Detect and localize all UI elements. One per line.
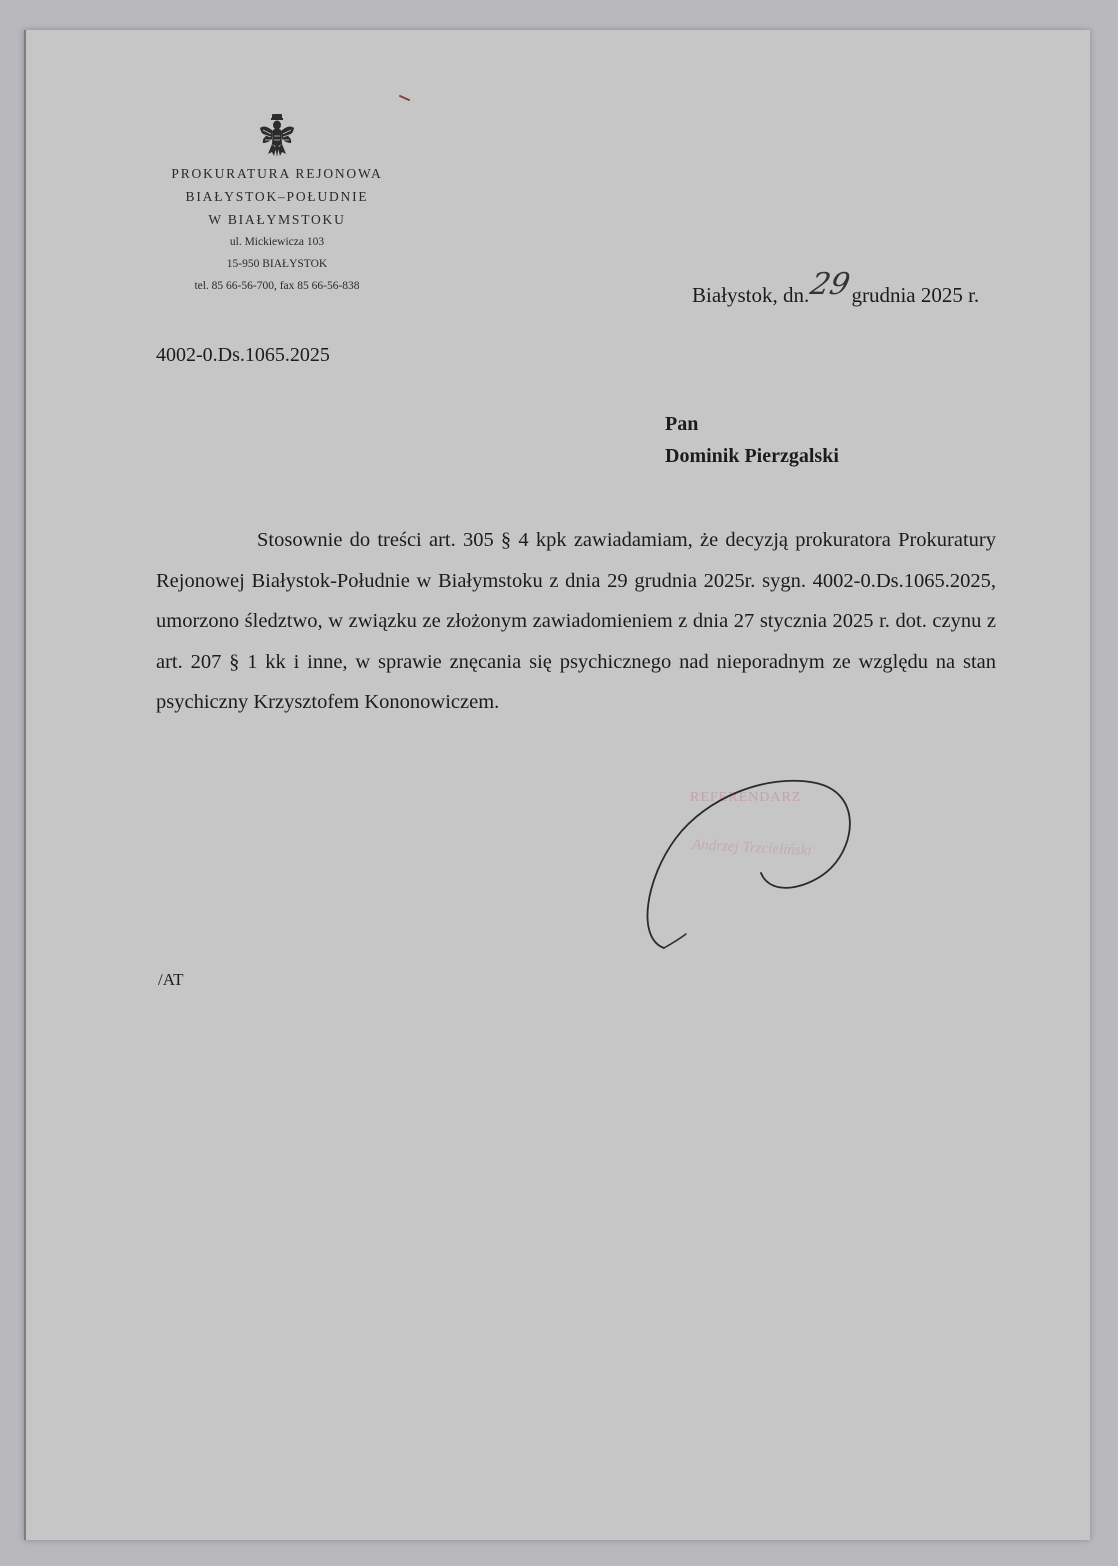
letterhead bbox=[146, 112, 408, 297]
letterhead-phone: tel. 85 66-56-700, fax 85 66-56-838 bbox=[194, 280, 360, 292]
date-prefix: Białystok, dn. bbox=[692, 283, 810, 307]
addressee-title: Pan bbox=[665, 413, 699, 435]
date-suffix: grudnia 2025 r. bbox=[851, 283, 980, 307]
case-reference: 4002-0.Ds.1065.2025 bbox=[156, 344, 330, 366]
date-line bbox=[692, 267, 980, 310]
letterhead-street: ul. Mickiewicza 103 bbox=[229, 236, 325, 248]
stamp-title: REFERENDARZ bbox=[690, 790, 802, 805]
letterhead-postal: 15-950 BIAŁYSTOK bbox=[226, 258, 328, 270]
author-initials: /AT bbox=[158, 970, 184, 989]
letterhead-office-name: PROKURATURA REJONOWA bbox=[171, 166, 383, 181]
date-day-handwritten: 29 bbox=[807, 267, 854, 302]
document-page bbox=[24, 30, 1090, 1540]
addressee-name: Dominik Pierzgalski bbox=[665, 445, 839, 467]
ink-mark bbox=[398, 94, 412, 102]
letter-body: Stosownie do treści art. 305 § 4 kpk zawiadamiam, że decyzją prokuratora Prokuratury Rejonowej Białystok-Południe w Białymstoku z dnia 29 grudnia 2025r. sygn. 4002-0.Ds.1065.2025, umorzono śledztwo, w związku ze złożonym zawiadomieniem z dnia 27 stycznia 2025 r. dot. czynu z art. 207 § 1 kk i inne, w sprawie znęcania się psychicznego nad nieporadnym ze względu na stan psychiczny Krzysztofem Kononowiczem. bbox=[156, 529, 996, 713]
stamp-name: Andrzej Trzcieliński bbox=[691, 836, 812, 860]
letterhead-city: W BIAŁYMSTOKU bbox=[208, 212, 346, 227]
handwritten-signature bbox=[616, 758, 876, 958]
addressee-block bbox=[665, 408, 839, 472]
polish-eagle-emblem-icon bbox=[257, 112, 297, 158]
letterhead-district: BIAŁYSTOK–POŁUDNIE bbox=[185, 189, 369, 204]
